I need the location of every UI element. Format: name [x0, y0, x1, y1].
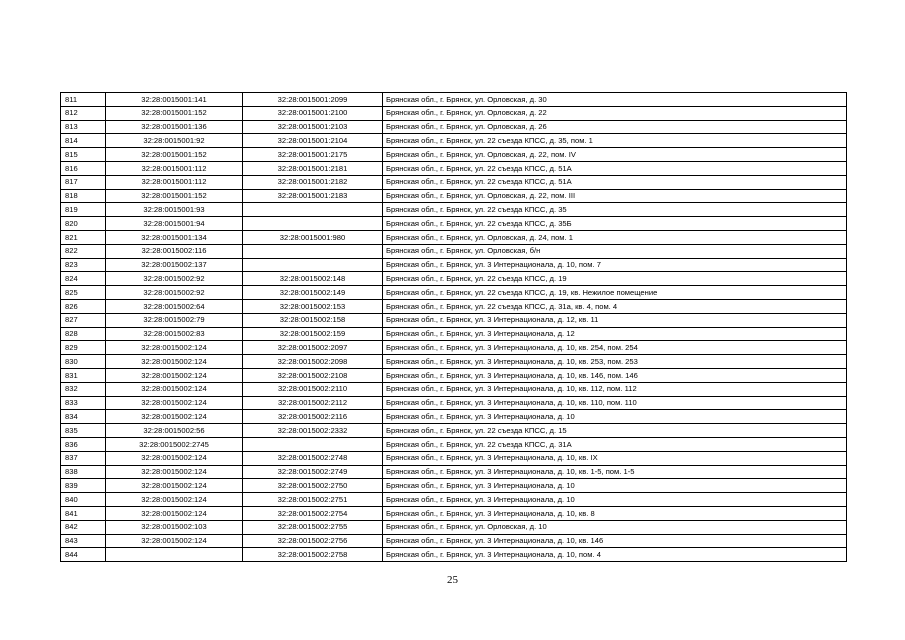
object-cadastral-number-cell: 32:28:0015002:2112: [243, 396, 383, 410]
object-cadastral-number-cell: 32:28:0015002:158: [243, 313, 383, 327]
land-cadastral-number-cell: 32:28:0015002:124: [106, 506, 243, 520]
address-cell: Брянская обл., г. Брянск, ул. 3 Интернационала, д. 10, пом. 4: [383, 548, 847, 562]
row-number-cell: 844: [61, 548, 106, 562]
page-number: 25: [447, 574, 458, 586]
address-cell: Брянская обл., г. Брянск, ул. 3 Интернационала, д. 10, кв. 1-5, пом. 1-5: [383, 465, 847, 479]
table-row: [61, 272, 847, 286]
land-cadastral-number-cell: 32:28:0015002:124: [106, 341, 243, 355]
object-cadastral-number-cell: 32:28:0015002:2758: [243, 548, 383, 562]
object-cadastral-number-cell: 32:28:0015002:2754: [243, 506, 383, 520]
row-number-cell: 811: [61, 93, 106, 107]
address-cell: Брянская обл., г. Брянск, ул. 3 Интернационала, д. 10, кв. 146: [383, 534, 847, 548]
land-cadastral-number-cell: 32:28:0015002:2745: [106, 437, 243, 451]
table-row: [61, 230, 847, 244]
address-cell: Брянская обл., г. Брянск, ул. Орловская, д. 26: [383, 120, 847, 134]
table-row: [61, 286, 847, 300]
land-cadastral-number-cell: 32:28:0015002:64: [106, 299, 243, 313]
address-cell: Брянская обл., г. Брянск, ул. 3 Интернационала, д. 10, пом. 7: [383, 258, 847, 272]
row-number-cell: 837: [61, 451, 106, 465]
object-cadastral-number-cell: 32:28:0015002:2756: [243, 534, 383, 548]
land-cadastral-number-cell: 32:28:0015002:124: [106, 368, 243, 382]
object-cadastral-number-cell: 32:28:0015001:2099: [243, 93, 383, 107]
row-number-cell: 839: [61, 479, 106, 493]
row-number-cell: 816: [61, 161, 106, 175]
object-cadastral-number-cell: 32:28:0015001:2183: [243, 189, 383, 203]
row-number-cell: 812: [61, 106, 106, 120]
table-row: [61, 520, 847, 534]
table-row: [61, 437, 847, 451]
land-cadastral-number-cell: 32:28:0015001:152: [106, 106, 243, 120]
row-number-cell: 835: [61, 424, 106, 438]
address-cell: Брянская обл., г. Брянск, ул. 22 съезда КПСС, д. 15: [383, 424, 847, 438]
object-cadastral-number-cell: 32:28:0015002:2098: [243, 355, 383, 369]
land-cadastral-number-cell: 32:28:0015002:137: [106, 258, 243, 272]
address-cell: Брянская обл., г. Брянск, ул. 3 Интернационала, д. 10, кв. 110, пом. 110: [383, 396, 847, 410]
address-cell: Брянская обл., г. Брянск, ул. 3 Интернационала, д. 10, кв. 254, пом. 254: [383, 341, 847, 355]
row-number-cell: 817: [61, 175, 106, 189]
table-row: [61, 382, 847, 396]
land-cadastral-number-cell: 32:28:0015001:112: [106, 175, 243, 189]
address-cell: Брянская обл., г. Брянск, ул. 3 Интернационала, д. 10, кв. 8: [383, 506, 847, 520]
row-number-cell: 820: [61, 217, 106, 231]
land-cadastral-number-cell: 32:28:0015001:92: [106, 134, 243, 148]
object-cadastral-number-cell: [243, 203, 383, 217]
land-cadastral-number-cell: 32:28:0015002:124: [106, 493, 243, 507]
land-cadastral-number-cell: 32:28:0015002:124: [106, 382, 243, 396]
object-cadastral-number-cell: 32:28:0015002:149: [243, 286, 383, 300]
land-cadastral-number-cell: 32:28:0015002:124: [106, 465, 243, 479]
object-cadastral-number-cell: [243, 258, 383, 272]
address-cell: Брянская обл., г. Брянск, ул. 22 съезда КПСС, д. 35: [383, 203, 847, 217]
table-row: [61, 203, 847, 217]
table-row: [61, 299, 847, 313]
object-cadastral-number-cell: 32:28:0015001:2181: [243, 161, 383, 175]
table-row: [61, 244, 847, 258]
object-cadastral-number-cell: 32:28:0015002:2116: [243, 410, 383, 424]
land-cadastral-number-cell: 32:28:0015002:92: [106, 272, 243, 286]
table-row: [61, 258, 847, 272]
address-cell: Брянская обл., г. Брянск, ул. 22 съезда КПСС, д. 51А: [383, 161, 847, 175]
address-cell: Брянская обл., г. Брянск, ул. 3 Интернационала, д. 10: [383, 410, 847, 424]
land-cadastral-number-cell: 32:28:0015002:116: [106, 244, 243, 258]
row-number-cell: 813: [61, 120, 106, 134]
row-number-cell: 824: [61, 272, 106, 286]
row-number-cell: 831: [61, 368, 106, 382]
row-number-cell: 819: [61, 203, 106, 217]
object-cadastral-number-cell: 32:28:0015002:153: [243, 299, 383, 313]
land-cadastral-number-cell: 32:28:0015002:124: [106, 534, 243, 548]
land-cadastral-number-cell: 32:28:0015001:152: [106, 189, 243, 203]
table-row: [61, 120, 847, 134]
land-cadastral-number-cell: 32:28:0015002:83: [106, 327, 243, 341]
row-number-cell: 830: [61, 355, 106, 369]
table-row: [61, 106, 847, 120]
table-row: [61, 189, 847, 203]
land-cadastral-number-cell: 32:28:0015002:56: [106, 424, 243, 438]
table-row: [61, 493, 847, 507]
row-number-cell: 841: [61, 506, 106, 520]
object-cadastral-number-cell: 32:28:0015002:2748: [243, 451, 383, 465]
address-cell: Брянская обл., г. Брянск, ул. 22 съезда КПСС, д. 31А: [383, 437, 847, 451]
address-cell: Брянская обл., г. Брянск, ул. Орловская, д. 22: [383, 106, 847, 120]
table-row: [61, 396, 847, 410]
address-cell: Брянская обл., г. Брянск, ул. 3 Интернационала, д. 10, кв. 112, пом. 112: [383, 382, 847, 396]
land-cadastral-number-cell: 32:28:0015002:124: [106, 396, 243, 410]
object-cadastral-number-cell: 32:28:0015002:2097: [243, 341, 383, 355]
land-cadastral-number-cell: 32:28:0015001:94: [106, 217, 243, 231]
land-cadastral-number-cell: 32:28:0015002:124: [106, 410, 243, 424]
land-cadastral-number-cell: 32:28:0015001:134: [106, 230, 243, 244]
address-cell: Брянская обл., г. Брянск, ул. Орловская, д. 30: [383, 93, 847, 107]
object-cadastral-number-cell: 32:28:0015002:2755: [243, 520, 383, 534]
table-row: [61, 368, 847, 382]
table-row: [61, 217, 847, 231]
land-cadastral-number-cell: 32:28:0015002:124: [106, 451, 243, 465]
row-number-cell: 822: [61, 244, 106, 258]
address-cell: Брянская обл., г. Брянск, ул. 3 Интернационала, д. 10, кв. IX: [383, 451, 847, 465]
table-row: [61, 355, 847, 369]
object-cadastral-number-cell: 32:28:0015001:2103: [243, 120, 383, 134]
object-cadastral-number-cell: 32:28:0015001:2182: [243, 175, 383, 189]
row-number-cell: 826: [61, 299, 106, 313]
address-cell: Брянская обл., г. Брянск, ул. 22 съезда КПСС, д. 19: [383, 272, 847, 286]
land-cadastral-number-cell: 32:28:0015002:92: [106, 286, 243, 300]
object-cadastral-number-cell: 32:28:0015001:980: [243, 230, 383, 244]
row-number-cell: 829: [61, 341, 106, 355]
object-cadastral-number-cell: 32:28:0015002:2108: [243, 368, 383, 382]
table-row: [61, 148, 847, 162]
land-cadastral-number-cell: 32:28:0015002:103: [106, 520, 243, 534]
row-number-cell: 828: [61, 327, 106, 341]
table-row: [61, 534, 847, 548]
land-cadastral-number-cell: 32:28:0015001:93: [106, 203, 243, 217]
row-number-cell: 827: [61, 313, 106, 327]
table-row: [61, 479, 847, 493]
object-cadastral-number-cell: 32:28:0015002:2750: [243, 479, 383, 493]
table-row: [61, 465, 847, 479]
object-cadastral-number-cell: 32:28:0015002:2751: [243, 493, 383, 507]
table-row: [61, 93, 847, 107]
address-cell: Брянская обл., г. Брянск, ул. 3 Интернационала, д. 10: [383, 479, 847, 493]
object-cadastral-number-cell: [243, 244, 383, 258]
address-cell: Брянская обл., г. Брянск, ул. Орловская, д. 10: [383, 520, 847, 534]
table-row: [61, 134, 847, 148]
address-cell: Брянская обл., г. Брянск, ул. 22 съезда КПСС, д. 35, пом. 1: [383, 134, 847, 148]
row-number-cell: 843: [61, 534, 106, 548]
object-cadastral-number-cell: 32:28:0015002:159: [243, 327, 383, 341]
object-cadastral-number-cell: 32:28:0015001:2175: [243, 148, 383, 162]
object-cadastral-number-cell: 32:28:0015002:2749: [243, 465, 383, 479]
object-cadastral-number-cell: 32:28:0015001:2104: [243, 134, 383, 148]
table-row: [61, 548, 847, 562]
row-number-cell: 833: [61, 396, 106, 410]
row-number-cell: 840: [61, 493, 106, 507]
table-row: [61, 424, 847, 438]
land-cadastral-number-cell: 32:28:0015001:141: [106, 93, 243, 107]
row-number-cell: 834: [61, 410, 106, 424]
table-row: [61, 506, 847, 520]
row-number-cell: 825: [61, 286, 106, 300]
object-cadastral-number-cell: 32:28:0015002:148: [243, 272, 383, 286]
table-row: [61, 313, 847, 327]
land-cadastral-number-cell: 32:28:0015001:136: [106, 120, 243, 134]
address-cell: Брянская обл., г. Брянск, ул. Орловская, д. 22, пом. IV: [383, 148, 847, 162]
land-cadastral-number-cell: 32:28:0015001:112: [106, 161, 243, 175]
address-cell: Брянская обл., г. Брянск, ул. 3 Интернационала, д. 12: [383, 327, 847, 341]
row-number-cell: 815: [61, 148, 106, 162]
row-number-cell: 842: [61, 520, 106, 534]
object-cadastral-number-cell: 32:28:0015002:2110: [243, 382, 383, 396]
address-cell: Брянская обл., г. Брянск, ул. Орловская, д. 22, пом. III: [383, 189, 847, 203]
address-cell: Брянская обл., г. Брянск, ул. Орловская, б/н: [383, 244, 847, 258]
row-number-cell: 823: [61, 258, 106, 272]
object-cadastral-number-cell: [243, 437, 383, 451]
land-cadastral-number-cell: [106, 548, 243, 562]
address-cell: Брянская обл., г. Брянск, ул. 3 Интернационала, д. 10: [383, 493, 847, 507]
address-cell: Брянская обл., г. Брянск, ул. 22 съезда КПСС, д. 51А: [383, 175, 847, 189]
registry-table-body: [61, 93, 847, 562]
row-number-cell: 838: [61, 465, 106, 479]
row-number-cell: 818: [61, 189, 106, 203]
object-cadastral-number-cell: 32:28:0015002:2332: [243, 424, 383, 438]
table-row: [61, 175, 847, 189]
object-cadastral-number-cell: [243, 217, 383, 231]
row-number-cell: 832: [61, 382, 106, 396]
land-cadastral-number-cell: 32:28:0015002:124: [106, 355, 243, 369]
table-row: [61, 451, 847, 465]
address-cell: Брянская обл., г. Брянск, ул. 22 съезда КПСС, д. 19, кв. Нежилое помещение: [383, 286, 847, 300]
object-cadastral-number-cell: 32:28:0015001:2100: [243, 106, 383, 120]
table-row: [61, 327, 847, 341]
row-number-cell: 814: [61, 134, 106, 148]
address-cell: Брянская обл., г. Брянск, ул. 3 Интернационала, д. 10, кв. 146, пом. 146: [383, 368, 847, 382]
table-row: [61, 341, 847, 355]
land-cadastral-number-cell: 32:28:0015002:79: [106, 313, 243, 327]
address-cell: Брянская обл., г. Брянск, ул. 22 съезда КПСС, д. 35Б: [383, 217, 847, 231]
table-row: [61, 410, 847, 424]
table-row: [61, 161, 847, 175]
land-cadastral-number-cell: 32:28:0015002:124: [106, 479, 243, 493]
address-cell: Брянская обл., г. Брянск, ул. 3 Интернационала, д. 12, кв. 11: [383, 313, 847, 327]
address-cell: Брянская обл., г. Брянск, ул. 22 съезда КПСС, д. 31а, кв. 4, пом. 4: [383, 299, 847, 313]
address-cell: Брянская обл., г. Брянск, ул. Орловская, д. 24, пом. 1: [383, 230, 847, 244]
land-cadastral-number-cell: 32:28:0015001:152: [106, 148, 243, 162]
row-number-cell: 836: [61, 437, 106, 451]
address-cell: Брянская обл., г. Брянск, ул. 3 Интернационала, д. 10, кв. 253, пом. 253: [383, 355, 847, 369]
registry-table: [60, 92, 847, 562]
row-number-cell: 821: [61, 230, 106, 244]
